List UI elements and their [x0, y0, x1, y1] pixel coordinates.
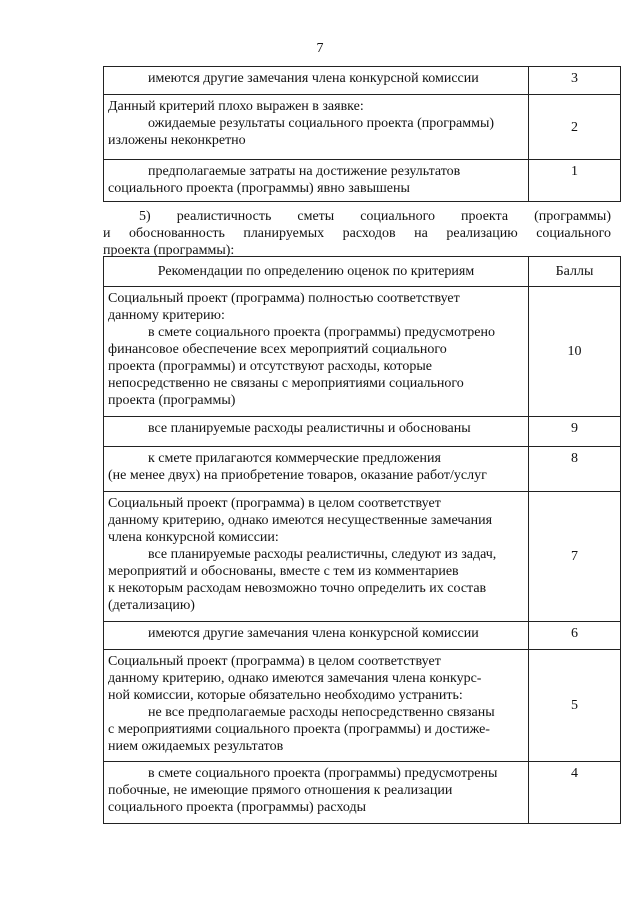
criteria-description [104, 417, 529, 447]
criterion-heading [103, 208, 611, 259]
description-line: с мероприятиями социального проекта (программы) и достиже- [108, 722, 490, 737]
description-line: в смете социального проекта (программы) предусмотрено [148, 325, 495, 340]
criteria-description [104, 622, 529, 650]
description-line: Данный критерий плохо выражен в заявке: [108, 99, 364, 114]
page-number: 7 [316, 41, 324, 56]
description-line: непосредственно не связаны с мероприятиями социального [108, 376, 464, 391]
header-recommendations: Рекомендации по определению оценок по критериям [104, 257, 529, 287]
description-line: побочные, не имеющие прямого отношения к реализации [108, 783, 453, 798]
score-value: 7 [529, 492, 621, 622]
description-line: предполагаемые затраты на достижение результатов [148, 164, 461, 179]
score-value: 1 [529, 160, 621, 202]
description-line: социального проекта (программы) явно завышены [108, 181, 410, 196]
description-line: нием ожидаемых результатов [108, 739, 284, 754]
score-value: 4 [529, 762, 621, 824]
table-row [104, 95, 621, 160]
table-row [104, 67, 621, 95]
description-line: к некоторым расходам невозможно точно определить их состав [108, 581, 487, 596]
description-line: данному критерию, однако имеются несущественные замечания [108, 513, 493, 528]
main-table-body [104, 287, 621, 824]
table-row [104, 492, 621, 622]
criteria-description [104, 67, 529, 95]
criterion-line-1: 5) реалистичность сметы социального проекта (программы) [139, 209, 611, 224]
table-row [104, 287, 621, 417]
description-line: к смете прилагаются коммерческие предложения [148, 451, 441, 466]
description-line: социального проекта (программы) расходы [108, 800, 367, 815]
top-table-body [104, 67, 621, 202]
description-line: (не менее двух) на приобретение товаров, оказание работ/услуг [108, 468, 487, 483]
score-value: 2 [529, 95, 621, 160]
criteria-description [104, 95, 529, 160]
score-value: 6 [529, 622, 621, 650]
table-row [104, 417, 621, 447]
score-value: 9 [529, 417, 621, 447]
description-line: проекта (программы) [108, 393, 236, 408]
description-line: имеются другие замечания члена конкурсной комиссии [148, 71, 479, 86]
table-row [104, 447, 621, 492]
criterion-line-3: проекта (программы): [103, 243, 235, 258]
description-line: данному критерию, однако имеются замечания члена конкурс- [108, 671, 482, 686]
description-line: ожидаемые результаты социального проекта (программы) [148, 116, 495, 131]
criteria-description [104, 492, 529, 622]
score-value: 10 [529, 287, 621, 417]
criteria-description [104, 762, 529, 824]
table-row [104, 762, 621, 824]
description-line: ной комиссии, которые обязательно необходимо устранить: [108, 688, 463, 703]
description-line: в смете социального проекта (программы) предусмотрены [148, 766, 498, 781]
description-line: все планируемые расходы реалистичны и обоснованы [148, 421, 471, 436]
description-line: имеются другие замечания члена конкурсной комиссии [148, 626, 479, 641]
header-points: Баллы [529, 257, 621, 287]
description-line: Социальный проект (программа) полностью соответствует [108, 291, 460, 306]
table-row [104, 650, 621, 762]
description-line: члена конкурсной комиссии: [108, 530, 279, 545]
description-line: все планируемые расходы реалистичны, следуют из задач, [148, 547, 497, 562]
description-line: Социальный проект (программа) в целом соответствует [108, 496, 441, 511]
criteria-description [104, 447, 529, 492]
top-criteria-table [103, 66, 621, 202]
criteria-description [104, 287, 529, 417]
score-value: 3 [529, 67, 621, 95]
description-line: проекта (программы) и отсутствуют расходы, которые [108, 359, 432, 374]
score-value: 5 [529, 650, 621, 762]
score-value: 8 [529, 447, 621, 492]
table-header-row [104, 257, 621, 287]
criterion-line-2: и обоснованность планируемых расходов на реализацию социального [103, 226, 611, 241]
description-line: мероприятий и обоснованы, вместе с тем из комментариев [108, 564, 459, 579]
main-criteria-table [103, 256, 621, 824]
description-line: финансовое обеспечение всех мероприятий социального [108, 342, 447, 357]
description-line: данному критерию: [108, 308, 225, 323]
criteria-description [104, 650, 529, 762]
table-row [104, 160, 621, 202]
description-line: изложены неконкретно [108, 133, 246, 148]
description-line: не все предполагаемые расходы непосредственно связаны [148, 705, 495, 720]
table-row [104, 622, 621, 650]
description-line: Социальный проект (программа) в целом соответствует [108, 654, 441, 669]
criteria-description [104, 160, 529, 202]
description-line: (детализацию) [108, 598, 195, 613]
